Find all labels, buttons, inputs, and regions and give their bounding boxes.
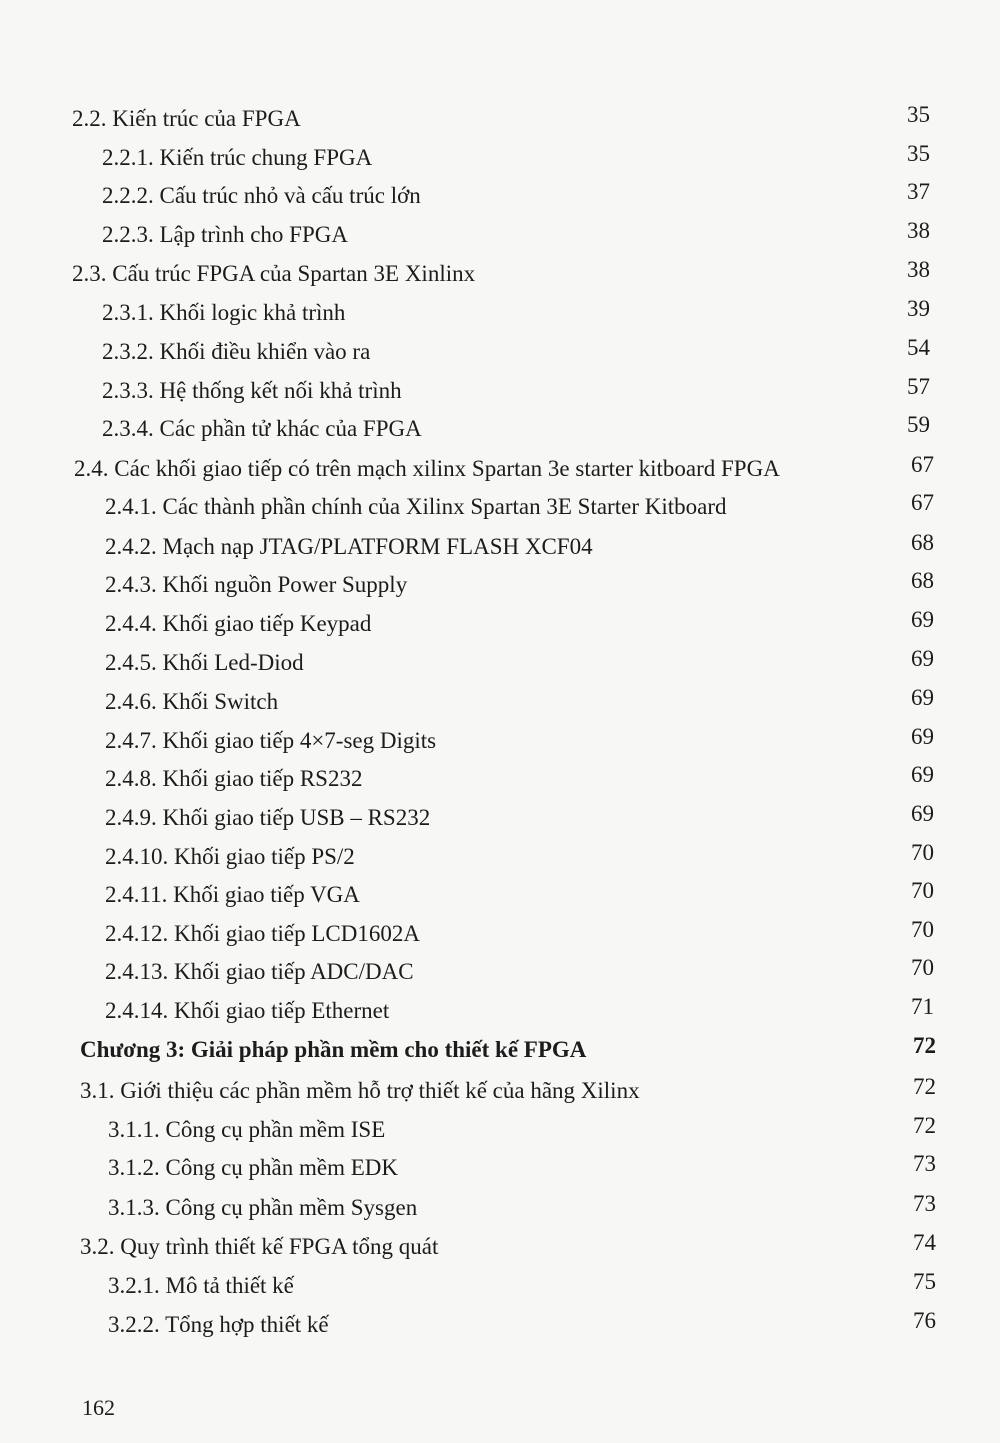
toc-entry xyxy=(0,376,1000,412)
toc-entry-label: 2.4.1. Các thành phần chính của Xilinx Spartan 3E Starter Kitboard xyxy=(105,494,727,519)
toc-entry xyxy=(0,1310,1000,1346)
toc-entry xyxy=(0,570,1000,606)
toc-entry-page: 73 xyxy=(913,1191,936,1216)
toc-entry-page: 37 xyxy=(907,179,930,204)
toc-entry-label: 2.3.2. Khối điều khiển vào ra xyxy=(102,339,371,364)
toc-entry-label: 2.4.12. Khối giao tiếp LCD1602A xyxy=(105,921,420,946)
toc-entry xyxy=(0,842,1000,878)
toc-entry-page: 70 xyxy=(911,917,934,942)
toc-entry-page: 57 xyxy=(907,374,930,399)
toc-entry-label: 2.4.3. Khối nguồn Power Supply xyxy=(105,572,408,597)
toc-entry-page: 69 xyxy=(911,801,934,826)
toc-entry-label: 2.2.1. Kiến trúc chung FPGA xyxy=(102,145,373,170)
toc-entry-label: 2.4.8. Khối giao tiếp RS232 xyxy=(105,766,363,791)
toc-entry-page: 72 xyxy=(913,1113,936,1138)
toc-entry xyxy=(0,996,1000,1032)
toc-entry xyxy=(0,454,1000,490)
page-number: 162 xyxy=(82,1395,115,1420)
toc-entry-label: 3.1.3. Công cụ phần mềm Sysgen xyxy=(108,1195,418,1220)
toc-entry-label: 2.4.6. Khối Switch xyxy=(105,689,279,714)
toc-entry xyxy=(0,957,1000,993)
toc-entry-page: 38 xyxy=(907,218,930,243)
toc-entry-page: 59 xyxy=(907,412,930,437)
toc-entry xyxy=(0,1153,1000,1189)
toc-entry-page: 68 xyxy=(911,530,934,555)
toc-entry xyxy=(0,259,1000,295)
toc-entry-label: 3.1.2. Công cụ phần mềm EDK xyxy=(108,1155,399,1180)
toc-entry-page: 69 xyxy=(911,762,934,787)
toc-entry-label: 2.2.2. Cấu trúc nhỏ và cấu trúc lớn xyxy=(102,183,421,208)
toc-entry-page: 35 xyxy=(907,102,930,127)
toc-entry xyxy=(0,880,1000,916)
toc-entry-page: 69 xyxy=(911,646,934,671)
toc-entry xyxy=(0,143,1000,179)
toc-entry-label: 2.4.11. Khối giao tiếp VGA xyxy=(105,882,360,907)
toc-entry-label: 2.4.10. Khối giao tiếp PS/2 xyxy=(105,844,355,869)
toc-entry xyxy=(0,803,1000,839)
toc-entry-label: 3.2.2. Tổng hợp thiết kế xyxy=(108,1312,329,1337)
toc-entry xyxy=(0,648,1000,684)
toc-entry xyxy=(0,1076,1000,1112)
toc-entry-page: 75 xyxy=(913,1269,936,1294)
toc-entry-page: 39 xyxy=(907,296,930,321)
toc-entry-label: 2.4.4. Khối giao tiếp Keypad xyxy=(105,611,372,636)
toc-entry-label: 2.4.2. Mạch nạp JTAG/PLATFORM FLASH XCF04 xyxy=(105,534,593,559)
toc-entry-label: 2.4.5. Khối Led-Diod xyxy=(105,650,304,675)
toc-entry-label: 2.3.3. Hệ thống kết nối khả trình xyxy=(102,378,402,403)
toc-entry-label: 2.4.14. Khối giao tiếp Ethernet xyxy=(105,998,390,1023)
toc-entry-page: 67 xyxy=(911,490,934,515)
toc-entry-page: 67 xyxy=(911,452,934,477)
toc-entry-page: 70 xyxy=(911,878,934,903)
toc-entry-page: 71 xyxy=(911,994,934,1019)
toc-entry-page: 70 xyxy=(911,955,934,980)
toc-entry-page: 68 xyxy=(911,568,934,593)
toc-entry-label: Chương 3: Giải pháp phần mềm cho thiết kế FPGA xyxy=(80,1037,587,1062)
toc-entry-page: 54 xyxy=(907,335,930,360)
toc-entry xyxy=(0,1271,1000,1307)
toc-entry-label: 2.2. Kiến trúc của FPGA xyxy=(72,106,301,131)
toc-entry-label: 2.3. Cấu trúc FPGA của Spartan 3E Xinlinx xyxy=(72,261,476,286)
toc-entry-page: 69 xyxy=(911,724,934,749)
toc-entry-label: 2.3.4. Các phần tử khác của FPGA xyxy=(102,416,422,441)
toc-entry xyxy=(0,609,1000,645)
toc-entry-label: 2.4.9. Khối giao tiếp USB – RS232 xyxy=(105,805,431,830)
toc-entry xyxy=(0,337,1000,373)
toc-entry xyxy=(0,492,1000,528)
toc-entry-label: 2.3.1. Khối logic khả trình xyxy=(102,300,346,325)
toc-entry xyxy=(0,220,1000,256)
toc-entry-label: 2.2.3. Lập trình cho FPGA xyxy=(102,222,348,247)
toc-entry-label: 3.1. Giới thiệu các phần mềm hỗ trợ thiết kế của hãng Xilinx xyxy=(80,1078,640,1103)
toc-entry xyxy=(0,181,1000,217)
toc-entry-page: 38 xyxy=(907,257,930,282)
toc-entry xyxy=(0,764,1000,800)
toc-entry-page: 73 xyxy=(913,1151,936,1176)
toc-entry xyxy=(0,1232,1000,1268)
toc-entry-page: 69 xyxy=(911,685,934,710)
toc-entry-page: 74 xyxy=(913,1230,936,1255)
toc-entry-page: 76 xyxy=(913,1308,936,1333)
toc-entry-page: 70 xyxy=(911,840,934,865)
toc-entry-label: 3.2. Quy trình thiết kế FPGA tổng quát xyxy=(80,1234,439,1259)
toc-entry-page: 69 xyxy=(911,607,934,632)
toc-entry-label: 2.4.13. Khối giao tiếp ADC/DAC xyxy=(105,959,414,984)
toc-chapter-entry xyxy=(0,1035,1000,1071)
toc-entry xyxy=(0,919,1000,955)
toc-entry-page: 35 xyxy=(907,141,930,166)
toc-entry xyxy=(0,726,1000,762)
toc-entry xyxy=(0,1115,1000,1151)
toc-entry-label: 2.4.7. Khối giao tiếp 4×7-seg Digits xyxy=(105,728,437,753)
toc-entry xyxy=(0,1193,1000,1229)
toc-entry-label: 3.1.1. Công cụ phần mềm ISE xyxy=(108,1117,386,1142)
toc-entry xyxy=(0,104,1000,140)
toc-entry xyxy=(0,414,1000,450)
toc-entry-page: 72 xyxy=(913,1033,936,1058)
toc-entry-label: 2.4. Các khối giao tiếp có trên mạch xilinx Spartan 3e starter kitboard FPGA xyxy=(74,456,780,481)
toc-entry-page: 72 xyxy=(913,1074,936,1099)
toc-entry xyxy=(0,298,1000,334)
toc-entry-label: 3.2.1. Mô tả thiết kế xyxy=(108,1273,294,1298)
toc-entry xyxy=(0,532,1000,568)
toc-entry xyxy=(0,687,1000,723)
